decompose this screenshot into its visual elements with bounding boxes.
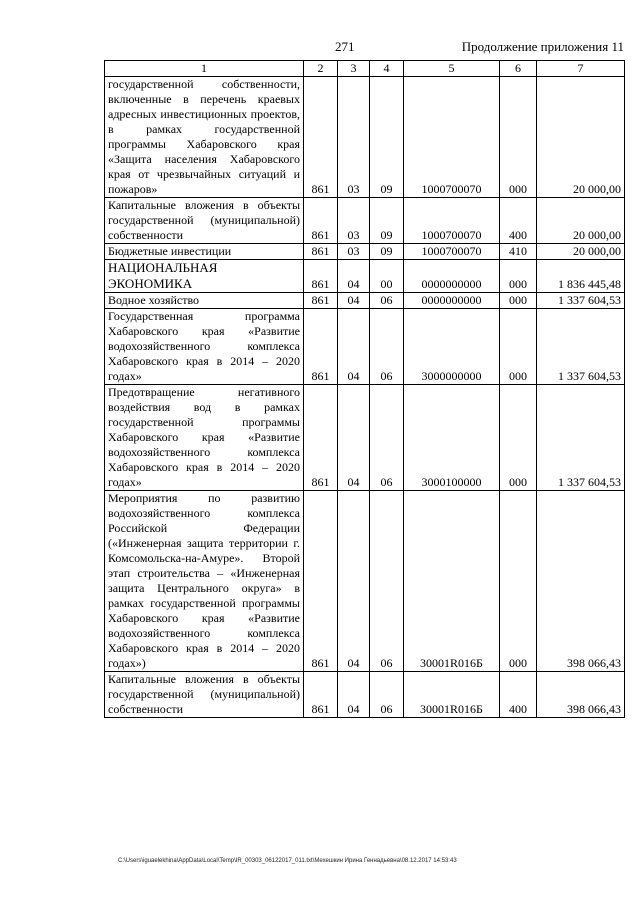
cell-section: 04 [338,293,370,309]
table-row [105,491,625,672]
cell-amount: 398 066,43 [537,491,625,672]
cell-amount: 398 066,43 [537,672,625,718]
row-name: Бюджетные инвестиции [105,244,304,260]
cell-subsection: 09 [370,244,404,260]
column-header: 7 [537,61,625,77]
cell-code: 861 [304,293,338,309]
cell-code: 861 [304,309,338,385]
column-header: 1 [105,61,304,77]
cell-code: 861 [304,491,338,672]
cell-section: 03 [338,198,370,244]
cell-subsection: 06 [370,309,404,385]
cell-code: 861 [304,244,338,260]
cell-type: 000 [500,385,537,491]
column-header: 6 [500,61,537,77]
cell-subsection: 06 [370,385,404,491]
cell-type: 410 [500,244,537,260]
row-name: Предотвращение негативного воздействия вод в рамках государственной программы Хабаровского края «Развитие водохозяйственного комплекса Хабаровского края в 2014 – 2020 годах» [105,385,304,491]
cell-target: 1000700070 [404,198,500,244]
table-row [105,260,625,293]
cell-type: 400 [500,198,537,244]
cell-target: 1000700070 [404,244,500,260]
row-name: НАЦИОНАЛЬНАЯ ЭКОНОМИКА [105,260,304,293]
table-row [105,244,625,260]
cell-subsection: 06 [370,491,404,672]
cell-target: 0000000000 [404,260,500,293]
cell-amount: 1 337 604,53 [537,293,625,309]
table-row [105,385,625,491]
appendix-continuation: Продолжение приложения 11 [461,39,624,54]
table-row [105,293,625,309]
cell-amount: 1 337 604,53 [537,309,625,385]
cell-section: 04 [338,309,370,385]
cell-subsection: 09 [370,77,404,198]
column-header-row [105,61,625,77]
cell-code: 861 [304,260,338,293]
cell-code: 861 [304,672,338,718]
table-row [105,309,625,385]
row-name: Государственная программа Хабаровского края «Развитие водохозяйственного комплекса Хабаровского края в 2014 – 2020 годах» [105,309,304,385]
cell-amount: 20 000,00 [537,77,625,198]
cell-type: 000 [500,77,537,198]
cell-subsection: 06 [370,293,404,309]
cell-target: 30001R016Б [404,672,500,718]
cell-section: 03 [338,77,370,198]
row-name: Капитальные вложения в объекты государственной (муниципальной) собственности [105,198,304,244]
cell-code: 861 [304,198,338,244]
cell-amount: 20 000,00 [537,244,625,260]
row-name: государственной собственности, включенные в перечень краевых адресных инвестиционных проектов, в рамках государственной программы Хабаровского края «Защита населения Хабаровского края от чрезвычайных ситуаций и пожаров» [105,77,304,198]
cell-type: 000 [500,491,537,672]
row-name: Мероприятия по развитию водохозяйственного комплекса Российской Федерации («Инженерная защита территории г. Комсомольска-на-Амуре». Второй этап строительства – «Инженерная защита Центрального округа» в рамках государственной программы Хабаровского края «Развитие водохозяйственного комплекса Хабаровского края в 2014 – 2020 годах») [105,491,304,672]
cell-section: 04 [338,491,370,672]
file-path-footer: C:\Users\iguaelekhina\AppData\Local\Temp\IR_00303_06122017_011.txt\Мехешкин Ирина Геннадьевна\08.12.2017 14:53:43 [118,858,457,864]
cell-type: 400 [500,672,537,718]
cell-code: 861 [304,77,338,198]
row-name: Капитальные вложения в объекты государственной (муниципальной) собственности [105,672,304,718]
cell-subsection: 09 [370,198,404,244]
column-header: 2 [304,61,338,77]
cell-section: 03 [338,244,370,260]
cell-section: 04 [338,672,370,718]
cell-type: 000 [500,293,537,309]
cell-code: 861 [304,385,338,491]
cell-target: 1000700070 [404,77,500,198]
cell-amount: 1 836 445,48 [537,260,625,293]
column-header: 3 [338,61,370,77]
cell-section: 04 [338,260,370,293]
table-row [105,198,625,244]
cell-amount: 20 000,00 [537,198,625,244]
cell-subsection: 06 [370,672,404,718]
cell-target: 3000100000 [404,385,500,491]
cell-target: 3000000000 [404,309,500,385]
cell-type: 000 [500,260,537,293]
table-row [105,672,625,718]
cell-target: 30001R016Б [404,491,500,672]
budget-table [104,60,625,718]
table-row [105,77,625,198]
column-header: 4 [370,61,404,77]
cell-subsection: 00 [370,260,404,293]
cell-target: 0000000000 [404,293,500,309]
column-header: 5 [404,61,500,77]
page-number: 271 [335,39,355,54]
cell-section: 04 [338,385,370,491]
cell-type: 000 [500,309,537,385]
row-name: Водное хозяйство [105,293,304,309]
cell-amount: 1 337 604,53 [537,385,625,491]
